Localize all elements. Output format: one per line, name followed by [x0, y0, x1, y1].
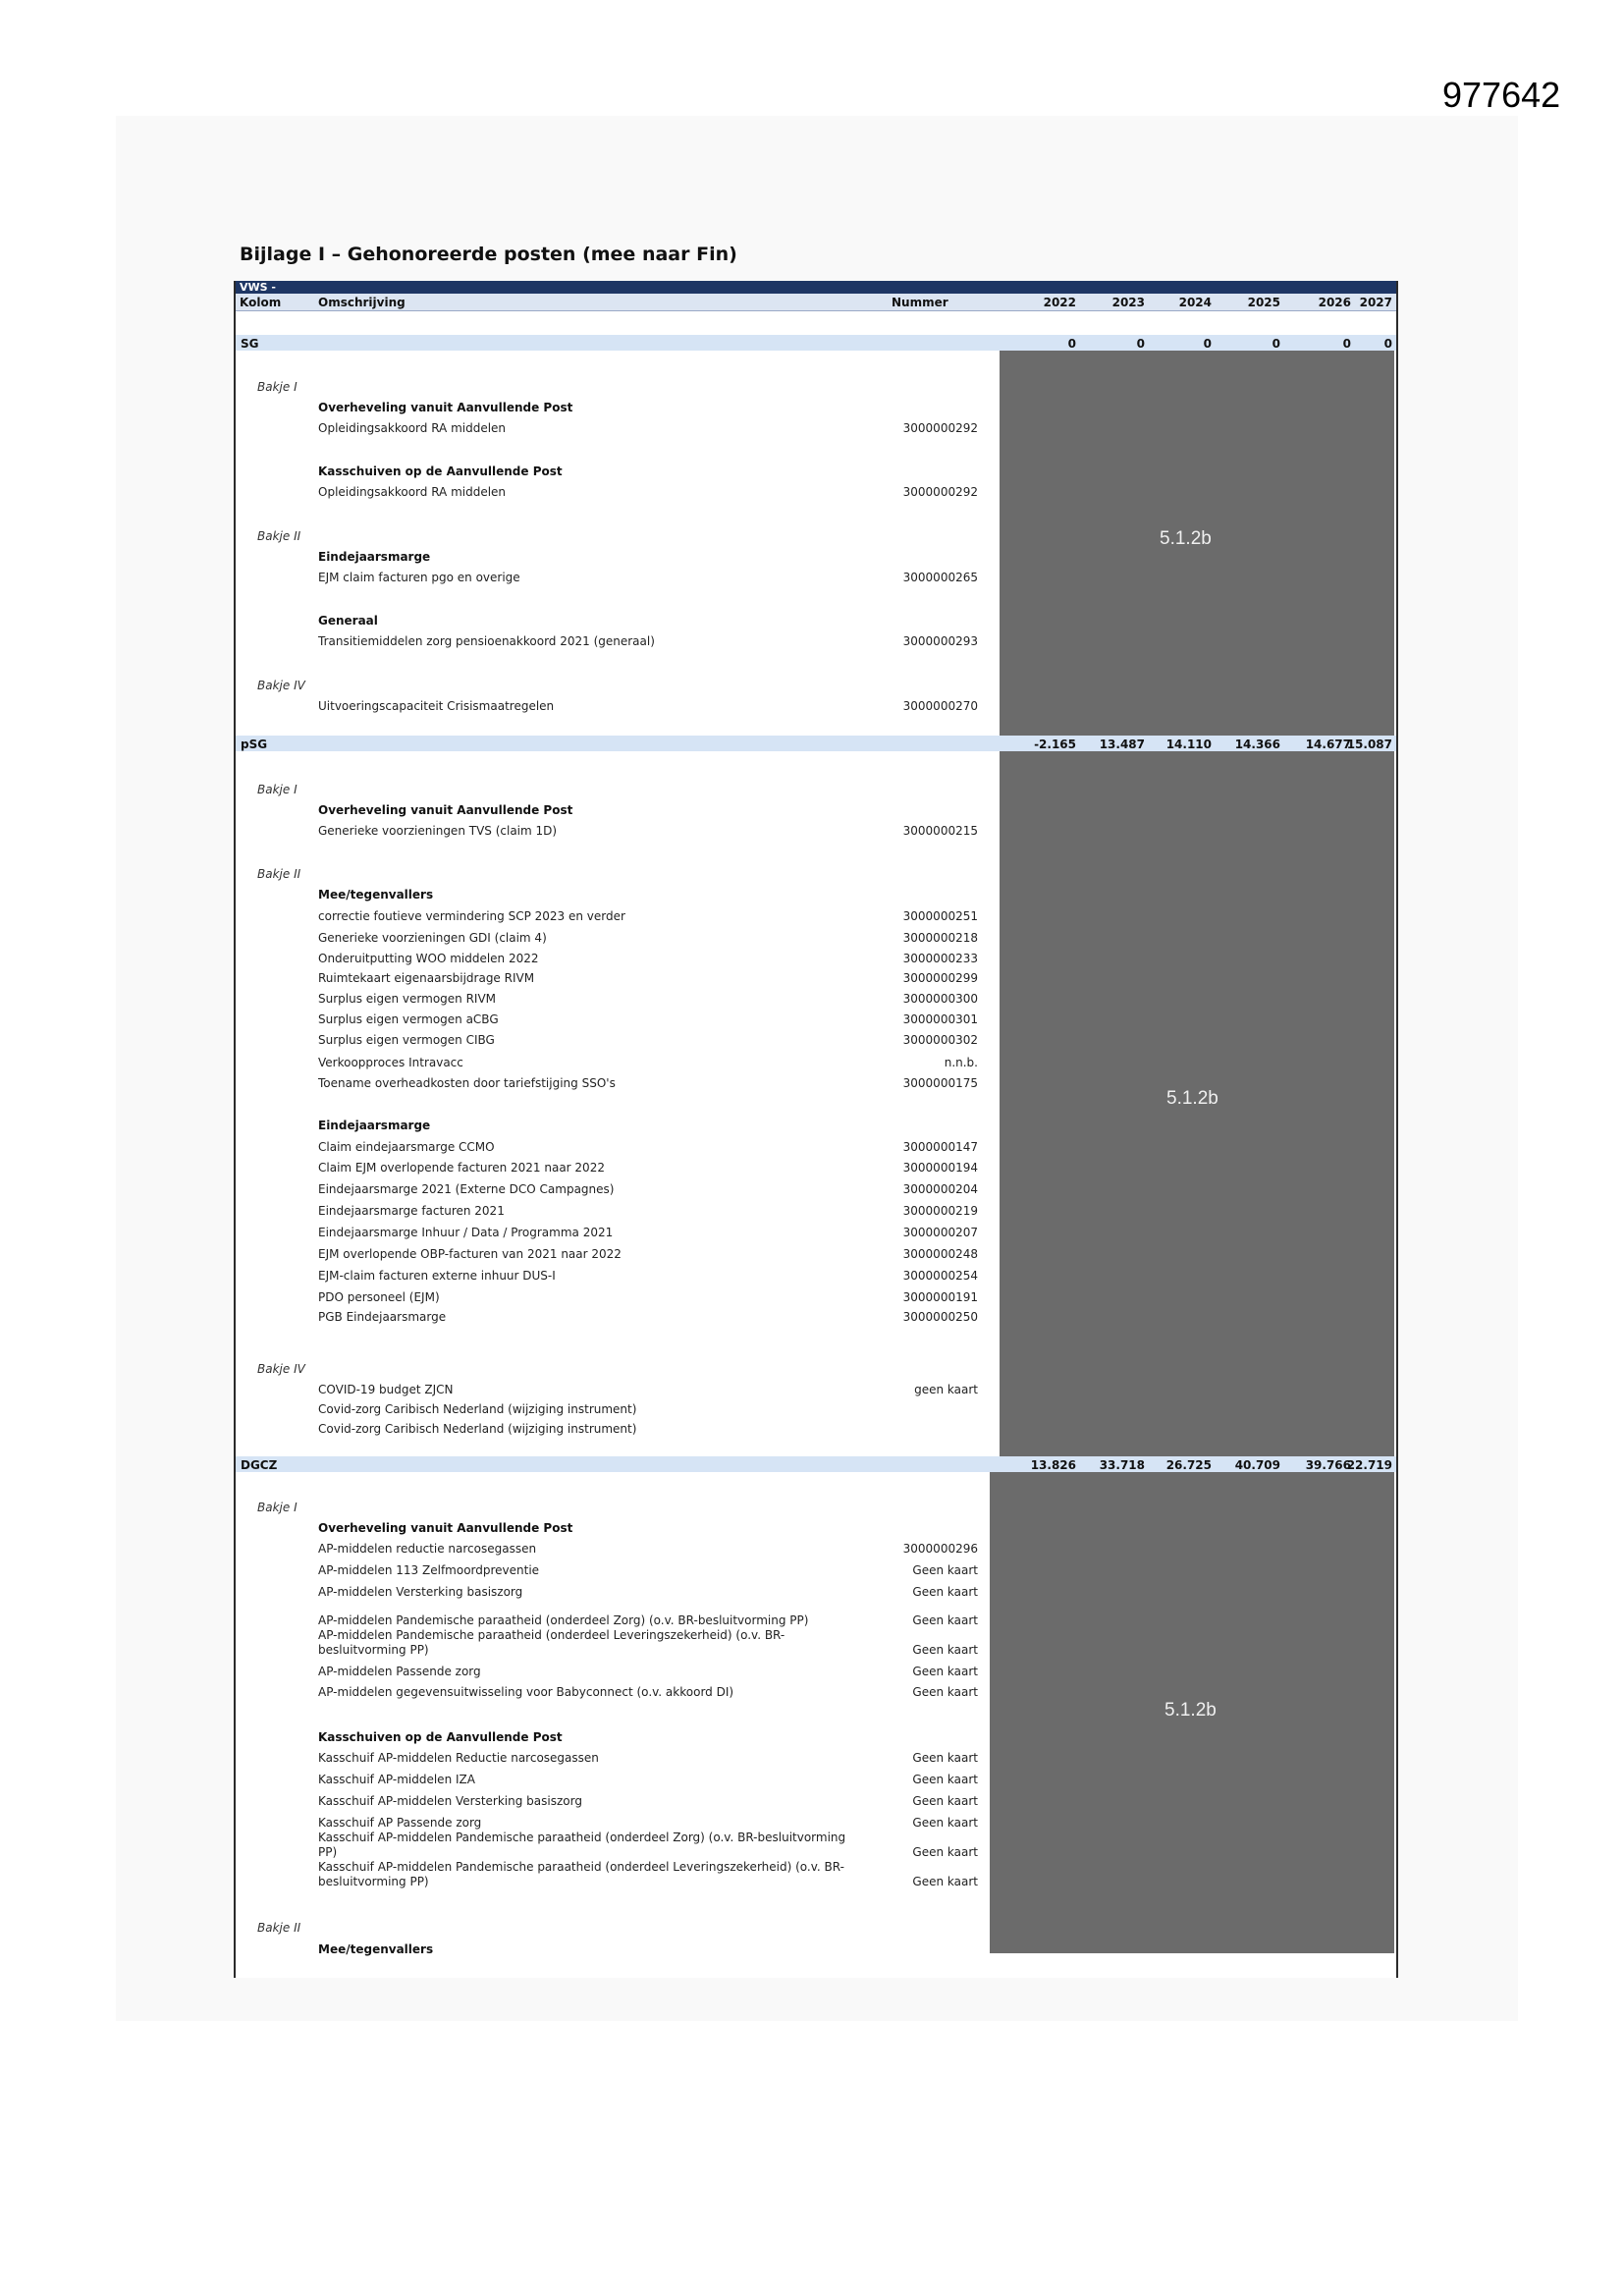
section-label: SG [241, 337, 259, 351]
row-number: 3000000147 [902, 1140, 978, 1154]
row-number: 3000000233 [902, 952, 978, 965]
header-2027: 2027 [1359, 296, 1392, 309]
row-number: 3000000301 [902, 1012, 978, 1026]
section-value-2022: -2.165 [1034, 738, 1076, 751]
header-nummer: Nummer [892, 296, 948, 309]
header-2026: 2026 [1318, 296, 1351, 309]
page-title: Bijlage I – Gehonoreerde posten (mee naar Fin) [240, 244, 737, 265]
row-description: Kasschuif AP-middelen Versterking basiszorg [318, 1794, 582, 1808]
row-description: AP-middelen Pandemische paraatheid (onderdeel Zorg) (o.v. BR-besluitvorming PP) [318, 1613, 809, 1627]
section-value-2024: 0 [1203, 337, 1212, 351]
row-number: 3000000215 [902, 824, 978, 838]
row-number: Geen kaart [912, 1585, 978, 1599]
row-description: Eindejaarsmarge 2021 (Externe DCO Campagnes) [318, 1182, 615, 1196]
table-top-bar [236, 281, 1396, 294]
bakje-label: Bakje I [257, 783, 298, 796]
row-description: besluitvorming PP) [318, 1875, 429, 1888]
redaction-label: 5.1.2b [1160, 528, 1212, 549]
section-row-sg [236, 335, 1396, 351]
row-description: Surplus eigen vermogen CIBG [318, 1033, 495, 1047]
row-description: PGB Eindejaarsmarge [318, 1310, 447, 1324]
section-value-2023: 33.718 [1099, 1458, 1145, 1472]
table-top-label: VWS - [240, 281, 276, 294]
bakje-label: Bakje IV [257, 1362, 305, 1376]
section-value-2027: 22.719 [1346, 1458, 1392, 1472]
row-number: Geen kaart [912, 1773, 978, 1786]
row-number: Geen kaart [912, 1665, 978, 1678]
section-value-2024: 26.725 [1165, 1458, 1212, 1472]
row-number: 3000000194 [902, 1161, 978, 1175]
section-value-2026: 0 [1342, 337, 1351, 351]
header-2025: 2025 [1247, 296, 1280, 309]
bakje-label: Bakje II [257, 867, 301, 881]
header-2022: 2022 [1043, 296, 1076, 309]
redaction-block-dgcz [990, 1472, 1394, 1953]
row-number: Geen kaart [912, 1816, 978, 1830]
row-number: Geen kaart [912, 1751, 978, 1765]
row-number: 3000000296 [902, 1542, 978, 1556]
section-row-dgcz [236, 1456, 1396, 1472]
row-number: Geen kaart [912, 1643, 978, 1657]
row-number: 3000000250 [902, 1310, 978, 1324]
row-number: geen kaart [914, 1383, 978, 1396]
header-2024: 2024 [1178, 296, 1212, 309]
row-number: 3000000300 [902, 992, 978, 1006]
header-kolom: Kolom [240, 296, 282, 309]
group-heading: Eindejaarsmarge [318, 1119, 431, 1132]
section-value-2027: 15.087 [1346, 738, 1392, 751]
row-number: 3000000265 [902, 571, 978, 584]
redaction-block-psg [1000, 751, 1394, 1456]
section-value-2024: 14.110 [1165, 738, 1212, 751]
bakje-label: Bakje II [257, 529, 301, 543]
row-number: 3000000251 [902, 909, 978, 923]
row-description: Generieke voorzieningen TVS (claim 1D) [318, 824, 558, 838]
header-omschrijving: Omschrijving [318, 296, 406, 309]
row-description: Claim EJM overlopende facturen 2021 naar 2022 [318, 1161, 605, 1175]
row-number: 3000000248 [902, 1247, 978, 1261]
row-description: besluitvorming PP) [318, 1643, 429, 1657]
row-number: 3000000175 [902, 1076, 978, 1090]
row-number: 3000000292 [902, 421, 978, 435]
row-description: PP) [318, 1845, 338, 1859]
row-number: n.n.b. [944, 1056, 978, 1069]
redaction-label: 5.1.2b [1166, 1088, 1218, 1109]
section-value-2022: 13.826 [1030, 1458, 1076, 1472]
section-value-2026: 39.766 [1305, 1458, 1351, 1472]
row-number: 3000000293 [902, 634, 978, 648]
row-description: Onderuitputting WOO middelen 2022 [318, 952, 539, 965]
bakje-label: Bakje I [257, 1501, 298, 1514]
table-header-row [236, 294, 1396, 311]
row-number: 3000000302 [902, 1033, 978, 1047]
row-number: 3000000218 [902, 931, 978, 945]
section-value-2025: 14.366 [1234, 738, 1280, 751]
group-heading: Overheveling vanuit Aanvullende Post [318, 803, 573, 817]
row-number: Geen kaart [912, 1563, 978, 1577]
section-value-2025: 0 [1272, 337, 1280, 351]
row-description: Kasschuif AP-middelen Reductie narcosegassen [318, 1751, 599, 1765]
row-description: Transitiemiddelen zorg pensioenakkoord 2021 (generaal) [318, 634, 655, 648]
row-number: Geen kaart [912, 1845, 978, 1859]
group-heading: Eindejaarsmarge [318, 550, 431, 564]
row-number: 3000000219 [902, 1204, 978, 1218]
row-description: Covid-zorg Caribisch Nederland (wijziging instrument) [318, 1402, 637, 1416]
row-description: Covid-zorg Caribisch Nederland (wijziging instrument) [318, 1422, 637, 1436]
section-value-2025: 40.709 [1234, 1458, 1280, 1472]
row-number: 3000000270 [902, 699, 978, 713]
row-number: 3000000254 [902, 1269, 978, 1283]
row-number: 3000000191 [902, 1290, 978, 1304]
row-description: Toename overheadkosten door tariefstijging SSO's [318, 1076, 616, 1090]
section-value-2026: 14.677 [1305, 738, 1351, 751]
redaction-block-sg [1000, 351, 1394, 736]
row-description: AP-middelen reductie narcosegassen [318, 1542, 537, 1556]
row-description: EJM-claim facturen externe inhuur DUS-I [318, 1269, 556, 1283]
section-value-2022: 0 [1067, 337, 1076, 351]
row-description: AP-middelen Pandemische paraatheid (onderdeel Leveringszekerheid) (o.v. BR- [318, 1628, 785, 1642]
group-heading: Overheveling vanuit Aanvullende Post [318, 401, 573, 414]
row-number: 3000000299 [902, 971, 978, 985]
row-description: Opleidingsakkoord RA middelen [318, 421, 507, 435]
row-description: PDO personeel (EJM) [318, 1290, 440, 1304]
bakje-label: Bakje IV [257, 679, 305, 692]
bakje-label: Bakje II [257, 1921, 301, 1935]
row-description: Opleidingsakkoord RA middelen [318, 485, 507, 499]
row-description: Kasschuif AP-middelen IZA [318, 1773, 475, 1786]
row-description: AP-middelen Versterking basiszorg [318, 1585, 523, 1599]
row-description: Kasschuif AP-middelen Pandemische paraatheid (onderdeel Zorg) (o.v. BR-besluitvorming [318, 1831, 846, 1844]
group-heading: Mee/tegenvallers [318, 888, 434, 902]
section-label: pSG [241, 738, 268, 751]
row-description: AP-middelen Passende zorg [318, 1665, 481, 1678]
section-value-2027: 0 [1383, 337, 1392, 351]
bakje-label: Bakje I [257, 380, 298, 394]
row-description: EJM overlopende OBP-facturen van 2021 naar 2022 [318, 1247, 622, 1261]
row-description: Kasschuif AP Passende zorg [318, 1816, 482, 1830]
budget-table [234, 281, 1398, 1978]
section-label: DGCZ [241, 1458, 278, 1472]
row-description: correctie foutieve vermindering SCP 2023 en verder [318, 909, 625, 923]
row-description: AP-middelen gegevensuitwisseling voor Babyconnect (o.v. akkoord DI) [318, 1685, 734, 1699]
row-description: Ruimtekaart eigenaarsbijdrage RIVM [318, 971, 535, 985]
row-number: Geen kaart [912, 1875, 978, 1888]
row-description: Kasschuif AP-middelen Pandemische paraatheid (onderdeel Leveringszekerheid) (o.v. BR- [318, 1860, 844, 1874]
row-number: 3000000204 [902, 1182, 978, 1196]
row-number: Geen kaart [912, 1794, 978, 1808]
section-value-2023: 0 [1136, 337, 1145, 351]
group-heading: Kasschuiven op de Aanvullende Post [318, 1730, 563, 1744]
section-value-2023: 13.487 [1099, 738, 1145, 751]
group-heading: Overheveling vanuit Aanvullende Post [318, 1521, 573, 1535]
row-description: Generieke voorzieningen GDI (claim 4) [318, 931, 547, 945]
row-description: Eindejaarsmarge Inhuur / Data / Programma 2021 [318, 1226, 614, 1239]
row-description: Surplus eigen vermogen RIVM [318, 992, 497, 1006]
group-heading: Mee/tegenvallers [318, 1942, 434, 1956]
header-2023: 2023 [1111, 296, 1145, 309]
section-row-psg [236, 736, 1396, 751]
row-number: 3000000207 [902, 1226, 978, 1239]
row-description: EJM claim facturen pgo en overige [318, 571, 520, 584]
group-heading: Generaal [318, 614, 378, 628]
redaction-label: 5.1.2b [1164, 1700, 1217, 1721]
row-description: Surplus eigen vermogen aCBG [318, 1012, 499, 1026]
row-description: Verkoopproces Intravacc [318, 1056, 463, 1069]
row-description: COVID-19 budget ZJCN [318, 1383, 454, 1396]
row-number: 3000000292 [902, 485, 978, 499]
document-number: 977642 [1442, 75, 1561, 115]
row-description: Claim eindejaarsmarge CCMO [318, 1140, 495, 1154]
group-heading: Kasschuiven op de Aanvullende Post [318, 465, 563, 478]
row-number: Geen kaart [912, 1613, 978, 1627]
row-description: Eindejaarsmarge facturen 2021 [318, 1204, 505, 1218]
row-description: AP-middelen 113 Zelfmoordpreventie [318, 1563, 540, 1577]
row-description: Uitvoeringscapaciteit Crisismaatregelen [318, 699, 555, 713]
row-number: Geen kaart [912, 1685, 978, 1699]
